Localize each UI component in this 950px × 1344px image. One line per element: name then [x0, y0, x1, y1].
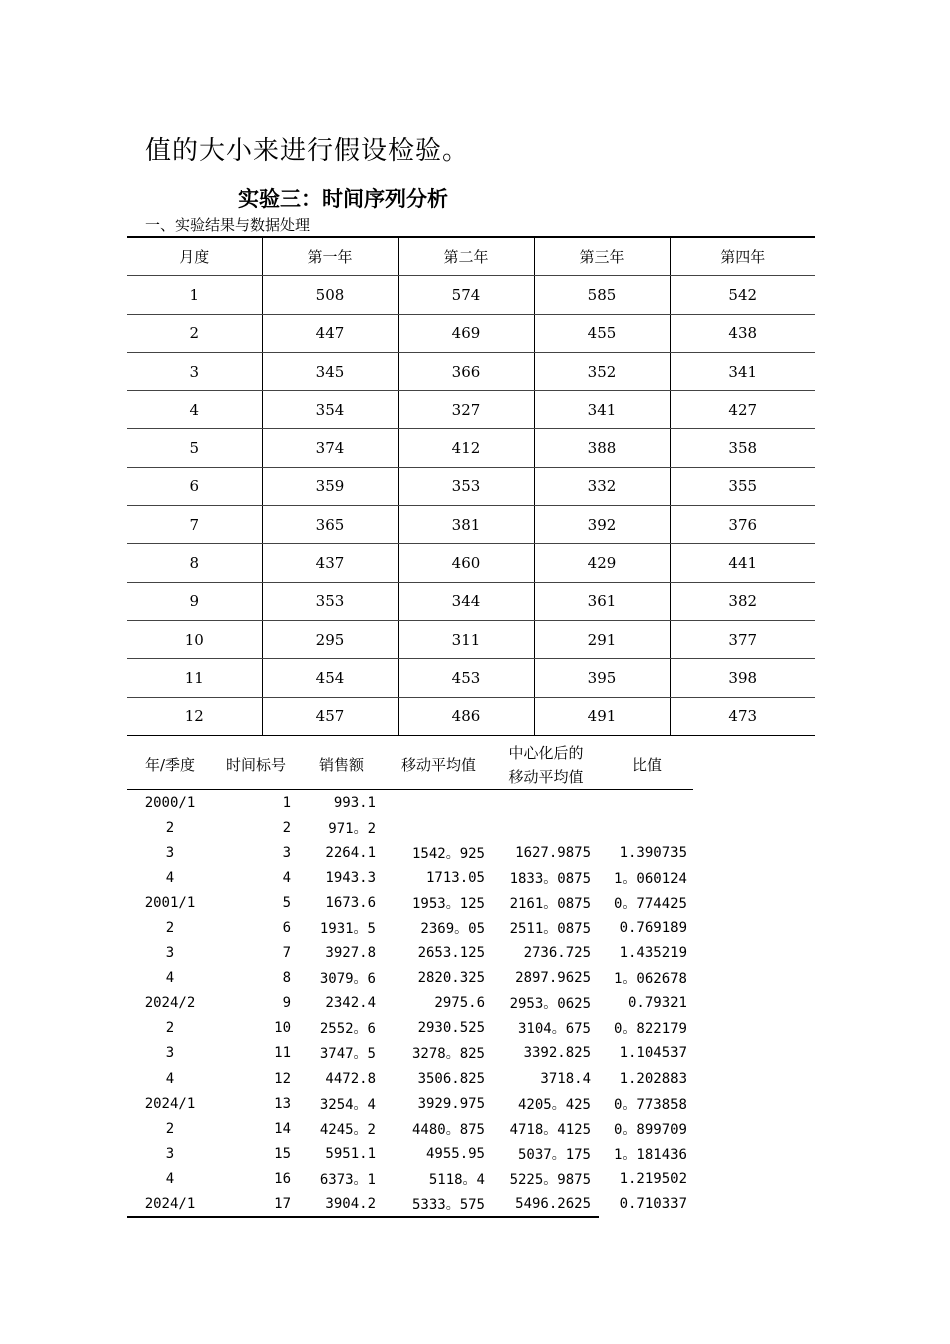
table-cell: 353	[262, 582, 398, 620]
table-cell: 355	[670, 467, 815, 505]
table-cell: 366	[398, 352, 534, 390]
table-cell: 5	[282, 894, 291, 911]
table-cell: 398	[670, 659, 815, 697]
table-cell: 0。822179	[613, 1021, 687, 1038]
table-cell: 361	[534, 582, 670, 620]
table-cell: 4	[282, 869, 291, 886]
table-cell: 15	[274, 1145, 291, 1162]
table-cell: 3904.2	[299, 1192, 384, 1217]
table-row	[127, 1016, 695, 1041]
table-row	[127, 1066, 695, 1091]
table-cell: 3392.825	[523, 1045, 591, 1062]
table-cell: 454	[262, 659, 398, 697]
table-cell: 1	[282, 794, 291, 811]
column-header: 第二年	[398, 237, 534, 276]
table-cell: 993.1	[333, 794, 376, 811]
table-cell: 295	[262, 620, 398, 658]
table-row	[127, 1166, 695, 1191]
table-cell: 460	[398, 544, 534, 582]
table-cell: 542	[670, 276, 815, 314]
table-cell	[493, 815, 599, 840]
table-cell: 3718.4	[540, 1070, 591, 1087]
table-cell: 2552。6	[319, 1021, 376, 1038]
table-row	[127, 506, 815, 544]
table-cell: 2953。0625	[509, 996, 591, 1013]
table-cell: 2161。0875	[509, 895, 591, 912]
table-row	[127, 429, 815, 467]
table-cell: 3747。5	[319, 1046, 376, 1063]
column-header-line: 中心化后的	[508, 744, 584, 762]
table-cell: 13	[274, 1095, 291, 1112]
table-cell: 395	[534, 659, 670, 697]
table-cell: 9	[282, 995, 291, 1012]
table-row	[127, 467, 815, 505]
table-cell: 3	[282, 844, 291, 861]
table-cell: 3929.975	[417, 1095, 485, 1112]
table-cell: 10	[127, 620, 262, 658]
table-cell: 441	[670, 544, 815, 582]
table-cell: 8	[282, 970, 291, 987]
table-cell: 6	[282, 920, 291, 937]
table-cell: 14	[274, 1120, 291, 1137]
table-cell: 354	[262, 391, 398, 429]
table-cell: 352	[534, 352, 670, 390]
table-cell: 1833。0875	[509, 870, 591, 887]
table-cell: 0.79321	[627, 995, 687, 1012]
table-cell: 455	[534, 314, 670, 352]
table-cell: 2975.6	[434, 995, 485, 1012]
table-row	[127, 391, 815, 429]
table-row	[127, 915, 695, 940]
table-cell: 574	[398, 276, 534, 314]
table-cell: 971。2	[328, 820, 376, 837]
table-cell: 4205。425	[517, 1096, 591, 1113]
table-cell: 1	[127, 276, 262, 314]
table-cell: 1。181436	[613, 1146, 687, 1163]
table-cell: 3506.825	[417, 1070, 485, 1087]
table-row	[127, 314, 815, 352]
table-cell: 358	[670, 429, 815, 467]
table-row	[127, 1091, 695, 1116]
table-cell: 2	[127, 314, 262, 352]
table-cell: 412	[398, 429, 534, 467]
table-cell: 3	[165, 945, 175, 962]
table-cell: 3278。825	[411, 1046, 485, 1063]
table-cell: 5037。175	[517, 1146, 591, 1163]
table-cell	[384, 790, 493, 815]
table-cell	[384, 815, 493, 840]
column-header: 年/季度	[144, 756, 196, 774]
column-header-line: 移动平均值	[508, 768, 584, 786]
table-cell: 6	[127, 467, 262, 505]
table-cell: 4	[127, 391, 262, 429]
table-cell: 2024/1	[144, 1095, 196, 1112]
table-cell: 4	[165, 970, 175, 987]
table-row	[127, 697, 815, 735]
table-cell: 2024/1	[127, 1192, 213, 1217]
table-cell: 5333。575	[384, 1192, 493, 1217]
column-header: 第三年	[534, 237, 670, 276]
table-cell: 1931。5	[319, 921, 376, 938]
table-cell: 1.390735	[619, 844, 687, 861]
subsection-heading: 一、实验结果与数据处理	[145, 216, 311, 234]
table-cell: 508	[262, 276, 398, 314]
table-cell: 3	[127, 352, 262, 390]
table-cell: 0。773858	[613, 1096, 687, 1113]
table-cell: 341	[534, 391, 670, 429]
table-cell: 3	[165, 844, 175, 861]
table-cell: 491	[534, 697, 670, 735]
table-row	[127, 890, 695, 915]
table-cell: 341	[670, 352, 815, 390]
table-cell: 1943.3	[325, 869, 376, 886]
table-cell: 447	[262, 314, 398, 352]
table-cell: 5951.1	[325, 1145, 376, 1162]
column-header: 移动平均值	[400, 756, 476, 774]
table-cell: 344	[398, 582, 534, 620]
table-cell: 585	[534, 276, 670, 314]
table-cell: 291	[534, 620, 670, 658]
table-cell: 365	[262, 506, 398, 544]
table-row	[127, 544, 815, 582]
intro-text: 值的大小来进行假设检验。	[145, 136, 470, 166]
table-cell: 4480。875	[411, 1121, 485, 1138]
table-row	[127, 941, 695, 966]
table-row	[127, 815, 695, 840]
column-header: 第一年	[262, 237, 398, 276]
table-cell: 5496.2625	[493, 1192, 599, 1217]
table-cell: 5118。4	[428, 1171, 485, 1188]
table-cell: 473	[670, 697, 815, 735]
table-cell: 4718。4125	[509, 1121, 591, 1138]
table-cell	[599, 790, 695, 815]
table-row	[127, 966, 695, 991]
table-row	[127, 620, 815, 658]
table-cell: 2736.725	[523, 945, 591, 962]
table-cell: 1.219502	[619, 1170, 687, 1187]
table-row	[127, 276, 815, 314]
table-cell: 3	[165, 1045, 175, 1062]
table-cell: 0.710337	[619, 1196, 687, 1212]
table-cell: 12	[274, 1070, 291, 1087]
table-cell: 438	[670, 314, 815, 352]
table-cell: 486	[398, 697, 534, 735]
table-cell: 12	[127, 697, 262, 735]
table-cell: 5225。9875	[509, 1171, 591, 1188]
table-cell: 2	[282, 819, 291, 836]
table-cell: 377	[670, 620, 815, 658]
table-header-row	[127, 237, 815, 276]
table-cell: 1542。925	[411, 845, 485, 862]
table-cell: 4	[165, 1070, 175, 1087]
table-cell: 2653.125	[417, 945, 485, 962]
table-cell: 2	[165, 1020, 175, 1037]
table-cell: 1.104537	[619, 1045, 687, 1062]
table-cell: 1.202883	[619, 1070, 687, 1087]
column-header: 时间标号	[225, 756, 286, 774]
table-cell: 381	[398, 506, 534, 544]
table-row	[127, 991, 695, 1016]
table-cell: 2342.4	[325, 995, 376, 1012]
table-cell: 1673.6	[325, 894, 376, 911]
table-cell: 2264.1	[325, 844, 376, 861]
table-cell: 11	[274, 1045, 291, 1062]
table-cell: 5	[127, 429, 262, 467]
table-cell: 2024/2	[144, 995, 196, 1012]
table-cell: 1627.9875	[515, 844, 591, 861]
table-cell: 11	[127, 659, 262, 697]
table-cell: 4	[165, 1170, 175, 1187]
table-cell: 359	[262, 467, 398, 505]
table-cell: 1。062678	[613, 971, 687, 988]
table-cell: 7	[127, 506, 262, 544]
table-row	[127, 659, 815, 697]
table-cell: 457	[262, 697, 398, 735]
table-cell: 392	[534, 506, 670, 544]
table-cell: 2930.525	[417, 1020, 485, 1037]
table-cell: 2000/1	[144, 794, 196, 811]
table-cell: 1.435219	[619, 945, 687, 962]
table-cell: 6373。1	[319, 1171, 376, 1188]
table-cell: 1953。125	[411, 895, 485, 912]
table-row	[127, 840, 695, 865]
table-cell: 376	[670, 506, 815, 544]
table-cell: 10	[274, 1020, 291, 1037]
table-row	[127, 352, 815, 390]
table-cell: 427	[670, 391, 815, 429]
table-row	[127, 865, 695, 890]
table-cell: 2	[165, 920, 175, 937]
table-cell: 453	[398, 659, 534, 697]
table-cell: 2511。0875	[509, 921, 591, 938]
table-cell: 345	[262, 352, 398, 390]
column-header	[493, 741, 599, 789]
table-cell: 7	[282, 945, 291, 962]
column-header: 销售额	[318, 756, 364, 774]
table-row	[127, 1192, 695, 1217]
table-cell: 3079。6	[319, 971, 376, 988]
table-cell: 332	[534, 467, 670, 505]
column-header: 比值	[631, 756, 662, 774]
table-cell: 4245。2	[319, 1121, 376, 1138]
table-cell: 2897.9625	[515, 970, 591, 987]
table-cell: 388	[534, 429, 670, 467]
table-row	[127, 1141, 695, 1166]
table-cell: 4472.8	[325, 1070, 376, 1087]
table-cell	[599, 815, 695, 840]
table-cell: 1。060124	[613, 870, 687, 887]
table-cell: 0。774425	[613, 895, 687, 912]
table-row	[127, 1041, 695, 1066]
table-cell: 429	[534, 544, 670, 582]
table-cell: 16	[274, 1170, 291, 1187]
table-cell: 327	[398, 391, 534, 429]
table-cell: 17	[213, 1192, 299, 1217]
table-cell	[493, 790, 599, 815]
table-row	[127, 582, 815, 620]
table-cell: 4	[165, 869, 175, 886]
section-title: 实验三：时间序列分析	[238, 187, 448, 211]
column-header: 第四年	[670, 237, 815, 276]
table-cell: 4955.95	[425, 1145, 485, 1162]
table-cell: 0。899709	[613, 1121, 687, 1138]
table-cell: 3254。4	[319, 1096, 376, 1113]
table-cell: 2	[165, 1120, 175, 1137]
table-cell: 311	[398, 620, 534, 658]
column-header: 月度	[127, 237, 262, 276]
table-cell: 382	[670, 582, 815, 620]
monthly-sales-table	[127, 236, 815, 736]
table-cell: 353	[398, 467, 534, 505]
table-cell: 2001/1	[144, 894, 196, 911]
table-cell: 9	[127, 582, 262, 620]
quarterly-sales-table	[127, 741, 695, 1218]
table-cell: 8	[127, 544, 262, 582]
table-cell: 437	[262, 544, 398, 582]
table-cell: 3	[165, 1145, 175, 1162]
table-header-row	[127, 741, 695, 789]
table-cell: 469	[398, 314, 534, 352]
table-row	[127, 790, 695, 815]
table-cell: 0.769189	[619, 920, 687, 937]
table-cell: 2820.325	[417, 970, 485, 987]
table-cell: 3104。675	[517, 1021, 591, 1038]
table-cell: 2369。05	[420, 921, 485, 938]
table-row	[127, 1116, 695, 1141]
table-cell: 1713.05	[425, 869, 485, 886]
table-cell: 374	[262, 429, 398, 467]
table-cell: 2	[165, 819, 175, 836]
table-cell: 3927.8	[325, 945, 376, 962]
